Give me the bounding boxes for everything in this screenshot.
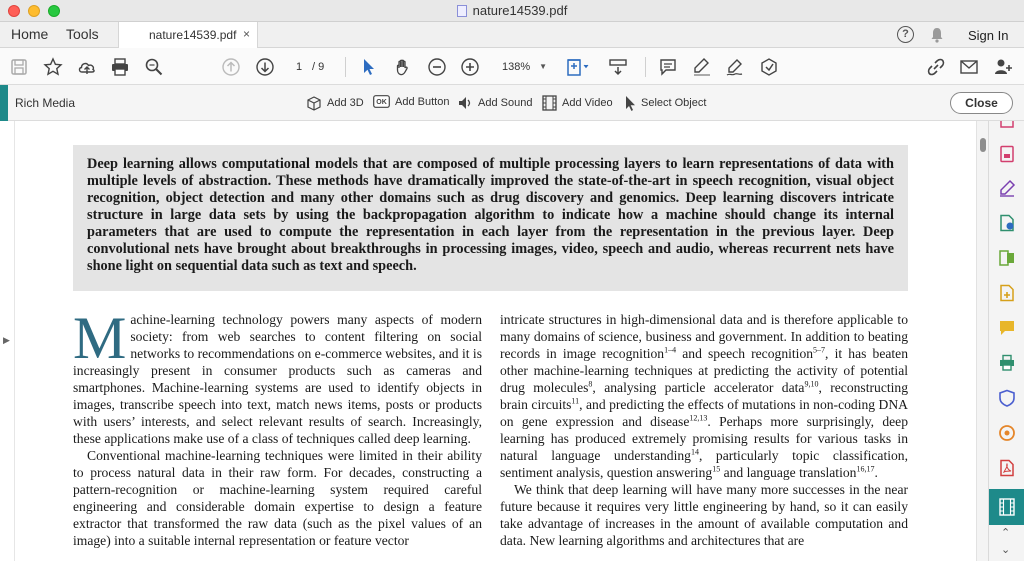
notification-bell-icon[interactable] <box>930 27 944 43</box>
scroll-mode-icon[interactable] <box>608 57 628 77</box>
upload-cloud-icon[interactable] <box>77 57 97 77</box>
main-toolbar <box>0 48 1024 85</box>
document-viewport[interactable] <box>0 121 976 561</box>
comment-icon[interactable] <box>658 57 678 77</box>
previous-page-icon[interactable] <box>221 57 241 77</box>
drop-cap: M <box>73 305 127 371</box>
page-number-input[interactable]: 1 <box>295 61 303 73</box>
citation: 15 <box>712 464 721 474</box>
document-tab-label: nature14539.pdf <box>149 28 237 42</box>
sign-in-button[interactable]: Sign In <box>968 28 1009 43</box>
zoom-level-value: 138% <box>502 61 531 73</box>
comment-tool-icon[interactable] <box>998 319 1016 337</box>
body-paragraph <box>73 305 482 447</box>
combine-files-icon[interactable] <box>998 121 1016 129</box>
minimize-window-button[interactable] <box>28 5 40 17</box>
add-sound-button[interactable] <box>457 95 532 111</box>
add-button-label: Add Button <box>395 95 450 108</box>
help-icon[interactable]: ? <box>897 26 914 43</box>
add-sound-label: Add Sound <box>478 97 533 109</box>
text-run: and language translation <box>720 465 857 480</box>
rich-media-title: Rich Media <box>15 96 76 110</box>
print-icon[interactable] <box>110 57 130 77</box>
chevron-up-icon[interactable]: ⌃ <box>1001 527 1011 539</box>
speaker-icon <box>457 95 473 111</box>
protect-shield-icon[interactable] <box>998 389 1016 407</box>
citation: 11 <box>571 396 580 406</box>
share-link-icon[interactable] <box>926 57 946 77</box>
draw-signature-icon[interactable] <box>725 57 745 77</box>
select-object-button[interactable] <box>624 95 706 111</box>
chevron-down-icon[interactable]: ⌄ <box>1001 544 1011 556</box>
ok-button-icon <box>373 95 390 108</box>
maximize-window-button[interactable] <box>48 5 60 17</box>
cube-icon <box>306 95 322 111</box>
add-3d-label: Add 3D <box>327 97 364 109</box>
toolbar-divider <box>645 57 646 77</box>
add-user-icon[interactable] <box>993 57 1013 77</box>
rich-media-toolbar <box>0 85 1024 121</box>
text-run: , and predicting the effects of mutations in non-coding DNA on gene expression and disease <box>500 397 908 429</box>
prepare-form-icon[interactable] <box>998 424 1016 442</box>
toolbar-divider <box>345 57 346 77</box>
zoom-out-icon[interactable] <box>427 57 447 77</box>
close-window-button[interactable] <box>8 5 20 17</box>
scroll-thumb[interactable] <box>980 138 986 152</box>
text-run: , reconstructing brain circuits <box>500 380 908 412</box>
rich-media-tool-active[interactable] <box>989 489 1024 525</box>
film-strip-icon <box>542 95 557 111</box>
body-paragraph: We think that deep learning will have many more successes in the near future because it requires very little engineering by hand, so it can easily take advantage of increases in the amount of available computation and data. New learning algorithms and architectures that are <box>500 482 908 548</box>
title-bar <box>0 0 1024 22</box>
next-page-icon[interactable] <box>255 57 275 77</box>
svg-text:OK: OK <box>376 99 387 106</box>
save-icon[interactable] <box>9 57 29 77</box>
fit-page-icon[interactable] <box>565 57 591 77</box>
bookmark-star-icon[interactable] <box>43 57 63 77</box>
pointer-icon <box>624 95 636 111</box>
zoom-in-icon[interactable] <box>460 57 480 77</box>
expand-left-panel-icon[interactable]: ▶ <box>3 335 10 345</box>
window-title <box>457 3 568 18</box>
vertical-scrollbar[interactable] <box>976 121 988 561</box>
citation: 5–7 <box>813 345 826 355</box>
chevron-down-icon: ▼ <box>539 62 547 71</box>
zoom-level-select[interactable] <box>493 58 551 76</box>
body-column-right <box>500 311 908 549</box>
tab-tools[interactable]: Tools <box>66 26 99 42</box>
page-gutter-line <box>14 121 15 561</box>
fill-sign-pen-icon[interactable] <box>998 179 1016 197</box>
rich-media-accent <box>0 85 8 121</box>
citation: 9,10 <box>804 379 819 389</box>
select-cursor-icon[interactable] <box>359 57 379 77</box>
tab-bar <box>0 22 1024 48</box>
print-production-icon[interactable] <box>998 354 1016 372</box>
add-3d-button[interactable] <box>306 95 364 111</box>
email-icon[interactable] <box>959 57 979 77</box>
text-run: , analysing particle accelerator data <box>592 380 805 395</box>
fill-sign-icon[interactable] <box>759 57 779 77</box>
body-column-left <box>73 305 482 549</box>
select-object-label: Select Object <box>641 97 707 109</box>
abstract-block: Deep learning allows computational models that are composed of multiple processing layers to learn representations of data with multiple levels of abstraction. These methods have dramatically improved the state-of-the-art in speech recognition, visual object recognition, object detection and many other domains such as drug discovery and genomics. Deep learning discovers intricate structure in large data sets by using the backpropagation algorithm to indicate how a machine should change its internal parameters that are used to compute the representation in each layer from the representation in the previous layer. Deep convolutional nets have brought about breakthroughs in processing images, video, speech and audio, whereas recurrent nets have shone light on sequential data such as text and speech. <box>73 145 908 291</box>
text-run: and speech recognition <box>676 346 814 361</box>
page-total: / 9 <box>312 61 325 73</box>
highlight-pen-icon[interactable] <box>692 57 712 77</box>
close-button[interactable]: Close <box>950 92 1013 114</box>
tab-document[interactable] <box>118 22 258 49</box>
add-button-button[interactable] <box>373 95 449 108</box>
close-tab-icon[interactable]: × <box>243 27 251 41</box>
body-paragraph <box>500 311 908 481</box>
search-icon[interactable] <box>144 57 164 77</box>
tab-home[interactable]: Home <box>11 26 49 42</box>
paragraph-text: achine-learning technology powers many aspects of modern society: from web searches to content filtering on social networks to recommendations on e-commerce websites, and it is increasingly present in consumer products such as cameras and smartphones. Machine-learning systems are used to identify objects in images, transcribe speech into text, match news items, posts or products with users’ interests, and select relevant results of search. Increasingly, these applications make use of a class of techniques called deep learning. <box>73 312 482 446</box>
text-run: . <box>874 465 878 480</box>
citation: 1–4 <box>664 345 677 355</box>
citation: 14 <box>690 447 699 457</box>
text-run: , particularly topic classification, sentiment analysis, question answering <box>500 448 908 480</box>
citation: 12,13 <box>689 413 708 423</box>
organize-pages-icon[interactable] <box>998 145 1016 163</box>
text-run: . Perhaps more surprisingly, deep learning has produced extremely promising results for various tasks in natural language understanding <box>500 414 908 463</box>
window-controls <box>8 5 60 17</box>
citation: 8 <box>588 379 593 389</box>
hand-tool-icon[interactable] <box>393 57 413 77</box>
text-run: intricate structures in high-dimensional data and is therefore applicable to many domains of science, business and government. In addition to beating records in image recognition <box>500 312 908 361</box>
export-pdf-icon[interactable] <box>998 214 1016 232</box>
window-title-text: nature14539.pdf <box>472 3 568 18</box>
pdf-file-icon <box>457 5 467 17</box>
acrobat-pdf-icon[interactable] <box>998 459 1016 477</box>
edit-pdf-icon[interactable] <box>998 249 1016 267</box>
right-tools-panel <box>988 121 1024 561</box>
add-video-button[interactable] <box>542 95 613 111</box>
citation: 16,17 <box>856 464 875 474</box>
add-video-label: Add Video <box>562 97 613 109</box>
body-paragraph: Conventional machine-learning techniques were limited in their ability to process natural data in their raw form. For decades, constructing a pattern-recognition or machine-learning system required careful engineering and considerable domain expertise to design a feature extractor that transformed the raw data (such as the pixel values of an image) into a suitable internal representation or feature vector <box>73 448 482 548</box>
film-strip-icon <box>999 498 1015 516</box>
create-pdf-icon[interactable] <box>998 284 1016 302</box>
text-run: , it has beaten other machine-learning techniques at predicting the activity of potential drug molecules <box>500 346 908 395</box>
